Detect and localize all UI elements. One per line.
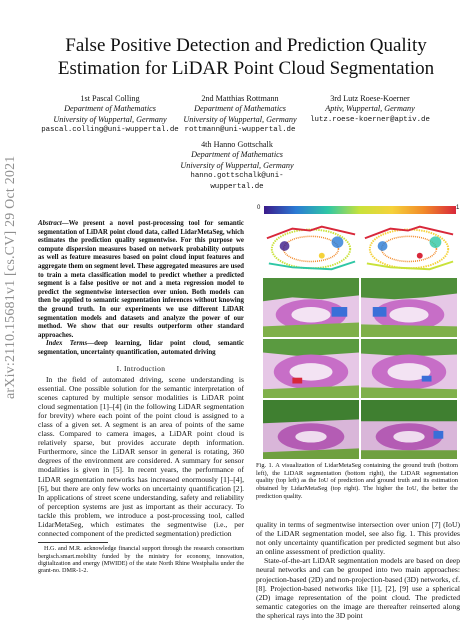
colorbar-min-label: 0 (257, 205, 261, 211)
paper-title (36, 34, 456, 80)
author-name: 3rd Lutz Roese-Koerner (330, 94, 410, 103)
panel-ground-truth (262, 399, 360, 460)
panel-scene-left-upper (262, 277, 360, 338)
author-org: University of Wuppertal, Germany (180, 160, 294, 170)
author-name: 1st Pascal Colling (80, 94, 140, 103)
author-dept: Department of Mathematics (191, 150, 283, 160)
figure-panels (262, 216, 458, 460)
footnote: H.G. and M.R. acknowledge financial support through the research consortium bergisch.smart.mobility funded by the ministry for economy, innovation, digitalization and energy (MWIDE) of the state North Rhine Westphalia under the grant-no. DMR-1-2. (38, 545, 244, 575)
abstract (38, 220, 244, 340)
author-email: rottmann@uni-wuppertal.de (184, 126, 296, 135)
right-paragraph-1: quality in terms of segmentwise intersection over union [7] (IoU) of the LiDAR segmentation model, see also fig. 1. This provides not only uncertainty quantification per predicted segment but also an online assessment of prediction quality. (256, 520, 460, 557)
panel-scene-right-lower (360, 338, 458, 399)
section-heading: I. Introduction (116, 363, 166, 373)
right-column-text (256, 520, 460, 620)
index-terms-text: —deep learning, lidar point cloud, semantic segmentation, uncertainty quantification, automated driving (38, 340, 244, 356)
footnote-divider (38, 542, 108, 543)
author-block-2 (170, 94, 310, 136)
title-line-2: Estimation for LiDAR Point Cloud Segmentation (57, 58, 435, 79)
author-dept: Aptiv, Wuppertal, Germany (325, 104, 415, 114)
intro-paragraph: In the field of automated driving, scene understanding is essential. One possible solution for the semantic interpretation of scenes captured by multiple sensor modalities is LiDAR point cloud segmentation [1]–[4] (in the following LiDAR segmentation for brevity) where each point of the point cloud is assigned to a class of a given set. A segment is an area of points of the same class. Compared to camera images, a LiDAR point cloud is relatively sparse, but provides accurate depth information. Furthermore, since the LiDAR sensor in general is rotating, 360 degrees of the environment are considered. A summary for sensor modalities is given in [5]. In recent years, the performance of LiDAR segmentation networks has increased enormously [1]–[4], [6], but there are only few works on uncertainty quantification [2]. In applications of street scene understanding, safety and reliability of perception systems are just as important as their accuracy. To tackle this problem, we introduce a post-processing tool, called LidarMetaSeg, which estimates the segmentwise (i.e., per connected component of the predicted segmentation) prediction (38, 374, 244, 539)
panel-iou-estimate (360, 216, 458, 277)
index-terms-lead: Index Terms (46, 340, 88, 348)
author-email: lutz.roese-koerner@aptiv.de (310, 115, 430, 124)
index-terms (38, 340, 244, 357)
author-block-4 (167, 140, 307, 192)
author-org: University of Wuppertal, Germany (183, 114, 297, 124)
figure-1 (256, 204, 458, 460)
author-block-1 (40, 94, 180, 136)
arxiv-stamp: arXiv:2110.15681v1 [cs.CV] 29 Oct 2021 (3, 155, 18, 399)
author-org: University of Wuppertal, Germany (53, 114, 167, 124)
author-name: 4th Hanno Gottschalk (201, 140, 273, 149)
panel-scene-right-upper (360, 277, 458, 338)
author-email: pascal.colling@uni-wuppertal.de (41, 126, 179, 135)
panel-iou-true (262, 216, 360, 277)
abstract-lead: Abstract (38, 220, 62, 227)
title-line-1: False Positive Detection and Prediction Quality (65, 35, 427, 56)
author-name: 2nd Matthias Rottmann (201, 94, 279, 103)
colorbar (264, 206, 456, 214)
panel-segmentation (360, 399, 458, 460)
author-email: hanno.gottschalk@uni-wuppertal.de (190, 172, 284, 191)
author-block-3 (300, 94, 440, 125)
author-dept: Department of Mathematics (194, 104, 286, 114)
left-column (38, 220, 244, 575)
right-paragraph-2: State-of-the-art LiDAR segmentation models are based on deep neural networks and can be grouped into two main approaches: projection-based (2D) and non-projection-based (3D) networks, cf. [8]. Projection-based networks like [1], [2], [9] use a spherical (2D) image representation of the point cloud. The predicted semantic categories on the image are thereafter reinserted along the spherical rays into the 3D point (256, 556, 460, 620)
colorbar-max-label: 1 (456, 205, 460, 211)
abstract-text: —We present a novel post-processing tool for semantic segmentation of LiDAR point cloud data, called LidarMetaSeg, which estimates the prediction quality segmentwise. For this purpose we compute dispersion measures based on network probability outputs as well as feature measures based on point cloud input features and aggregate them on segment level. These aggregated measures are used to train a meta classification model to predict whether a predicted segment is a false positive or not and a meta regression model to predict the segmentwise intersection over union. Both models can then be applied to semantic segmentation inferences without knowing the ground truth. In our experiments we use different LiDAR segmentation models and datasets and analyze the power of our method. We show that our results outperform other standard approaches. (38, 220, 244, 339)
panel-scene-left-lower (262, 338, 360, 399)
author-dept: Department of Mathematics (64, 104, 156, 114)
figure-caption: Fig. 1. A visualization of LidarMetaSeg containing the ground truth (bottom left), the LiDAR segmentation (bottom right), the LiDAR segmentation quality (top left) as the IoU of prediction and ground truth and its estimation obtained by LidarMetaSeg (top right). The higher the IoU, the better the prediction quality. (256, 462, 458, 500)
